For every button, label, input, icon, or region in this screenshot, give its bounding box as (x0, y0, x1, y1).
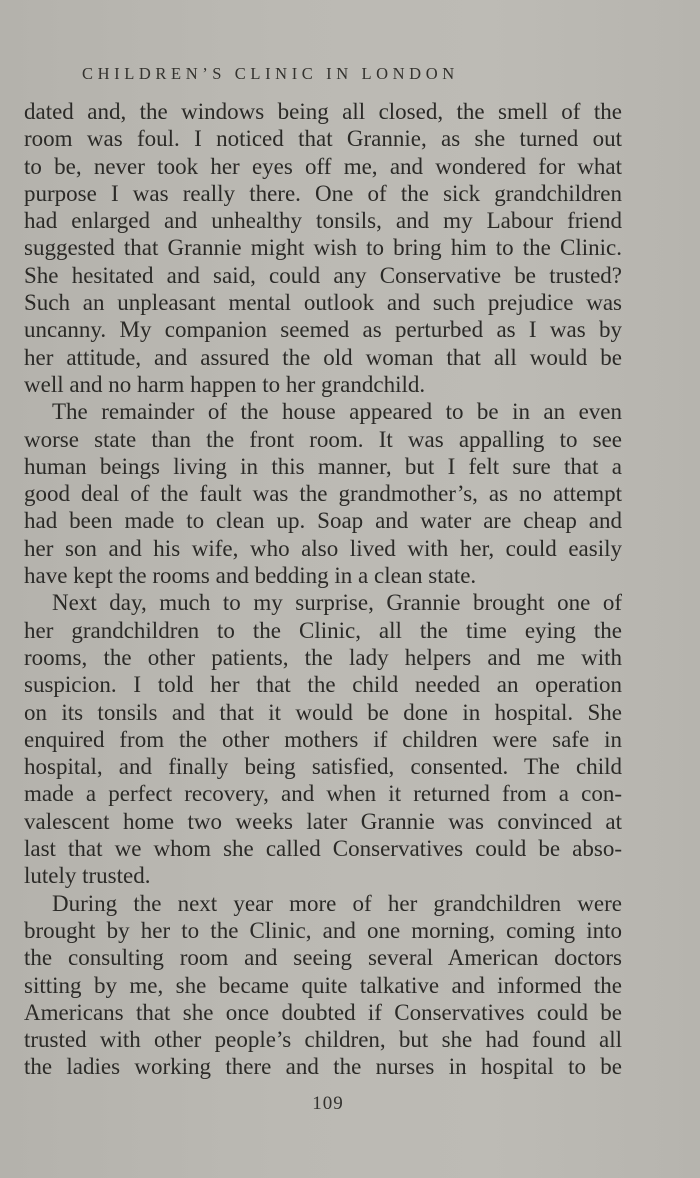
text-line: enquired from the other mothers if children were safe in (24, 726, 622, 752)
page-number: 109 (312, 1093, 344, 1114)
text-line: the ladies working there and the nurses in hospital to be (24, 1054, 622, 1080)
text-line: human beings living in this manner, but I felt sure that a (24, 453, 622, 479)
text-line: her grandchildren to the Clinic, all the time eying the (24, 617, 622, 643)
text-line: sitting by me, she became quite talkative and informed the (24, 972, 622, 998)
text-line: During the next year more of her grandchildren were (52, 890, 622, 916)
text-line: Next day, much to my surprise, Grannie brought one of (52, 590, 622, 616)
text-line: her son and his wife, who also lived with her, could easily (24, 535, 622, 561)
text-line: well and no harm happen to her grandchild. (24, 371, 426, 397)
text-line: room was foul. I noticed that Grannie, as she turned out (24, 126, 622, 152)
body-text (24, 98, 622, 1081)
text-line: her attitude, and assured the old woman that all would be (24, 344, 622, 370)
text-line: made a perfect recovery, and when it returned from a con- (24, 781, 622, 807)
text-line: to be, never took her eyes off me, and wondered for what (24, 153, 622, 179)
text-line: lutely trusted. (24, 863, 151, 889)
text-line: suggested that Grannie might wish to bring him to the Clinic. (24, 235, 622, 261)
text-line: suspicion. I told her that the child needed an operation (24, 672, 622, 698)
text-line: Such an unpleasant mental outlook and such prejudice was (24, 290, 622, 316)
text-line: trusted with other people’s children, but she had found all (24, 1027, 622, 1053)
text-line: had enlarged and unhealthy tonsils, and my Labour friend (24, 208, 622, 234)
text-line: dated and, the windows being all closed, the smell of the (24, 99, 622, 124)
text-line: hospital, and finally being satisfied, consented. The child (24, 754, 622, 780)
text-line: worse state than the front room. It was appalling to see (24, 426, 622, 452)
text-line: She hesitated and said, could any Conservative be trusted? (24, 262, 622, 288)
text-line: rooms, the other patients, the lady helpers and me with (24, 644, 622, 670)
text-line: good deal of the fault was the grandmother’s, as no attempt (24, 481, 622, 507)
text-line: uncanny. My companion seemed as perturbed as I was by (24, 317, 622, 343)
text-line: last that we whom she called Conservatives could be abso- (24, 836, 622, 862)
text-line: brought by her to the Clinic, and one morning, coming into (24, 917, 622, 943)
text-line: The remainder of the house appeared to be in an even (52, 399, 622, 425)
text-line: have kept the rooms and bedding in a clean state. (24, 563, 477, 589)
text-line: Americans that she once doubted if Conservatives could be (24, 999, 622, 1025)
running-head: CHILDREN’S CLINIC IN LONDON (82, 64, 459, 83)
text-line: the consulting room and seeing several American doctors (24, 945, 622, 971)
text-line: purpose I was really there. One of the sick grandchildren (24, 180, 622, 206)
text-line: on its tonsils and that it would be done in hospital. She (24, 699, 622, 725)
text-line: had been made to clean up. Soap and water are cheap and (24, 508, 622, 534)
text-line: valescent home two weeks later Grannie was convinced at (24, 808, 622, 834)
